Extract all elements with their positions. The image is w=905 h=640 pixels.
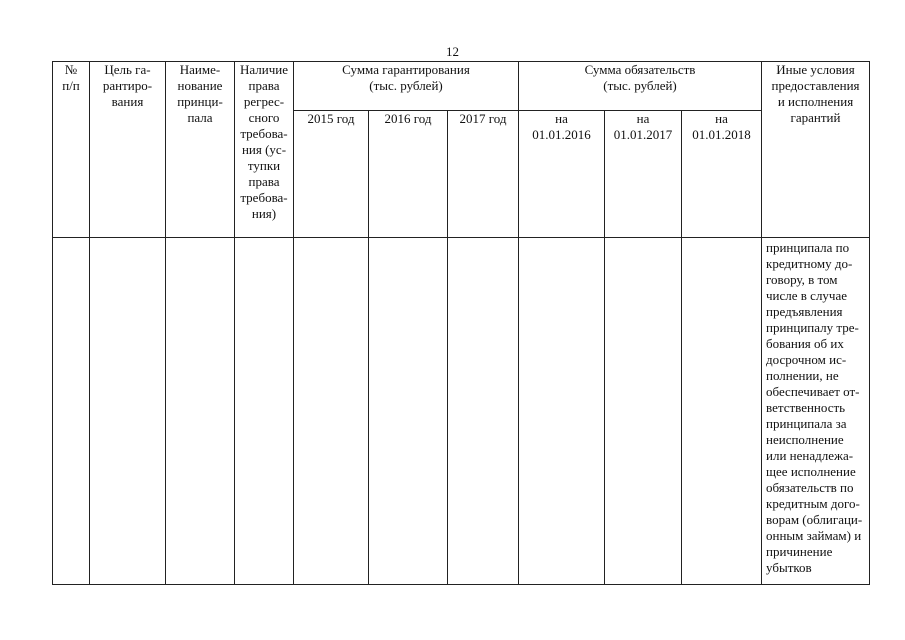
header-date-2017: на 01.01.2017 (605, 111, 682, 238)
header-year-2017: 2017 год (448, 111, 519, 238)
header-obligation-sum: Сумма обязательств (тыс. рублей) (519, 62, 762, 111)
cell-purpose (90, 238, 166, 585)
header-year-2015: 2015 год (294, 111, 369, 238)
cell-obligation-2017 (605, 238, 682, 585)
cell-principal-name (166, 238, 235, 585)
header-principal-name: Наиме- нование принци- пала (166, 62, 235, 238)
cell-regress-right (235, 238, 294, 585)
cell-obligation-2016 (519, 238, 605, 585)
cell-guarantee-2017 (448, 238, 519, 585)
page-number: 12 (446, 44, 459, 59)
cell-number (53, 238, 90, 585)
header-regress-right: Наличие права регрес- сного требова- ния (ус- тупки права требова- ния) (235, 62, 294, 238)
header-number: № п/п (53, 62, 90, 238)
cell-other-conditions: принципала по кредитному до- говору, в том числе в случае предъявления принципалу тре- бования об их досрочном ис- полнении, не обеспечивает от- ветственность принципала за неисполнение или ненадлежа- щее исполнение обязательств по кредитным дого- ворам (облигаци- онным займам) и причинение убытков (762, 238, 870, 585)
header-year-2016: 2016 год (369, 111, 448, 238)
header-guarantee-sum: Сумма гарантирования (тыс. рублей) (294, 62, 519, 111)
header-date-2018: на 01.01.2018 (682, 111, 762, 238)
header-date-2016: на 01.01.2016 (519, 111, 605, 238)
cell-guarantee-2016 (369, 238, 448, 585)
header-purpose: Цель га- рантиро- вания (90, 62, 166, 238)
guarantee-table (52, 61, 870, 585)
header-other-conditions: Иные условия предоставления и исполнения гарантий (762, 62, 870, 238)
cell-obligation-2018 (682, 238, 762, 585)
cell-guarantee-2015 (294, 238, 369, 585)
table-row (53, 238, 870, 585)
